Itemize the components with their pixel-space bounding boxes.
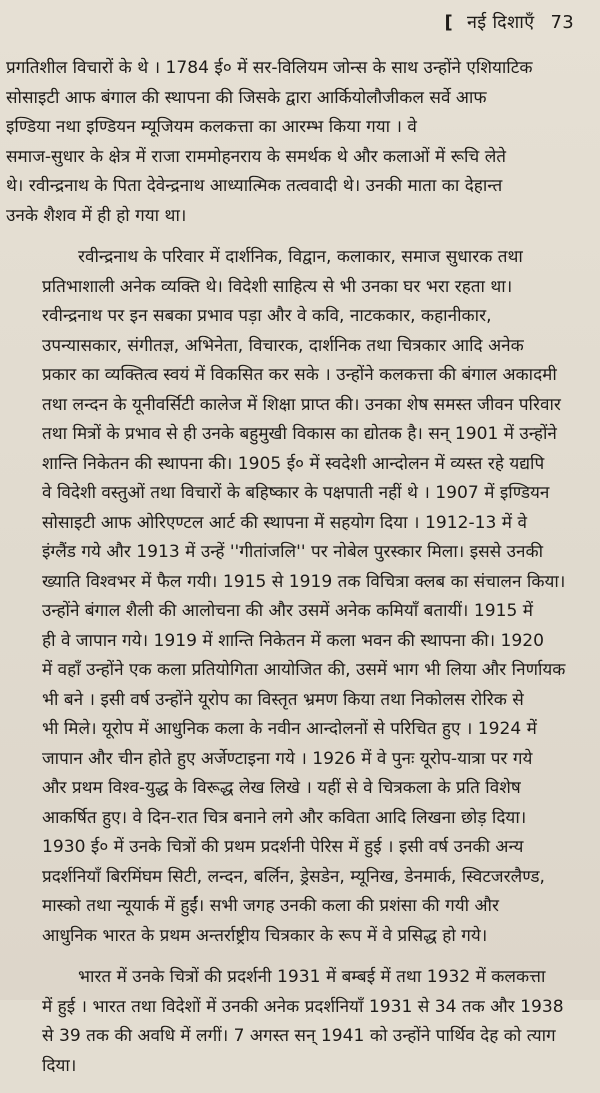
paragraph: [6, 54, 588, 231]
text-line: इण्डिया नथा इण्डियन म्यूजियम कलकत्ता का आरम्भ किया गया । वे: [6, 117, 417, 137]
text-line: प्रतिभाशाली अनेक व्यक्ति थे। विदेशी साहित्य से भी उनका घर भरा रहता था।: [42, 276, 513, 297]
page-number: 73: [550, 12, 574, 33]
paragraph: [6, 243, 588, 951]
paragraph: [6, 963, 588, 1081]
text-line: वे विदेशी वस्तुओं तथा विचारों के बहिष्कार के पक्षपाती नहीं थे । 1907 में इण्डियन: [42, 483, 550, 503]
text-line: प्रगतिशील विचारों के थे । 1784 ई० में सर-विलियम जोन्स के साथ उन्होंने एशियाटिक: [6, 58, 533, 78]
text-line: दिया।: [42, 1055, 77, 1076]
text-line: आधुनिक भारत के प्रथम अन्तर्राष्ट्रीय चित्रकार के रूप में वे प्रसिद्ध हो गये।: [42, 925, 488, 946]
text-line: रवीन्द्रनाथ पर इन सबका प्रभाव पड़ा और वे कवि, नाटककार, कहानीकार,: [42, 306, 492, 326]
text-line: में हुई । भारत तथा विदेशों में उनकी अनेक प्रदर्शनियाँ 1931 से 34 तक और 1938: [42, 996, 564, 1017]
text-line: भी मिले। यूरोप में आधुनिक कला के नवीन आन्दोलनों से परिचित हुए । 1924 में: [42, 719, 537, 739]
text-line: में वहाँ उन्होंने एक कला प्रतियोगिता आयोजित की, उसमें भाग भी लिया और निर्णायक: [42, 660, 566, 680]
text-line: और प्रथम विश्व-युद्ध के विरूद्ध लेख लिखे । यहीं से वे चित्रकला के प्रति विशेष: [42, 778, 521, 798]
text-line: ख्याति विश्वभर में फैल गयी। 1915 से 1919 तक विचित्रा क्लब का संचालन किया।: [42, 571, 566, 592]
text-line: तथा लन्दन के यूनीवर्सिटी कालेज में शिक्षा प्राप्त की। उनका शेष समस्त जीवन परिवार: [42, 394, 561, 415]
text-line: आकर्षित हुए। वे दिन-रात चित्र बनाने लगे और कविता आदि लिखना छोड़ दिया।: [42, 807, 527, 828]
text-line: जापान और चीन होते हुए अर्जेण्टाइना गये । 1926 में वे पुनः यूरोप-यात्रा पर गये: [42, 748, 533, 769]
text-line: समाज-सुधार के क्षेत्र में राजा राममोहनराय के समर्थक थे और कलाओं में रूचि लेते: [6, 146, 507, 167]
text-line: शान्ति निकेतन की स्थापना की। 1905 ई० में स्वदेशी आन्दोलन में व्यस्त रहे यद्यपि: [42, 453, 545, 474]
text-line: भारत में उनके चित्रों की प्रदर्शनी 1931 में बम्बई में तथा 1932 में कलकत्ता: [78, 967, 546, 987]
text-line: उन्होंने बंगाल शैली की आलोचना की और उसमें अनेक कमियाँ बतायीं। 1915 में: [42, 601, 533, 621]
text-line: रवीन्द्रनाथ के परिवार में दार्शनिक, विद्वान, कलाकार, समाज सुधारक तथा: [78, 247, 523, 267]
text-line: इंग्लैंड गये और 1913 में उन्हें ''गीतांजलि'' पर नोबेल पुरस्कार मिला। इससे उनकी: [42, 542, 544, 562]
text-line: थे। रवीन्द्रनाथ के पिता देवेन्द्रनाथ आध्यात्मिक तत्ववादी थे। उनकी माता का देहान्त: [6, 176, 503, 196]
text-line: भी बने । इसी वर्ष उन्होंने यूरोप का विस्तृत भ्रमण किया तथा निकोलस रोरिक से: [42, 689, 524, 710]
header-title: नई दिशाएँ: [467, 12, 535, 33]
text-line: प्रदर्शनियाँ बिरमिंघम सिटी, लन्दन, बर्लिन, ड्रेसडेन, म्यूनिख, डेनमार्क, स्विटजरलैण्ड,: [42, 866, 545, 887]
text-line: उनके शैशव में ही हो गया था।: [6, 205, 187, 226]
text-line: मास्को तथा न्यूयार्क में हुईं। सभी जगह उनकी कला की प्रशंसा की गयी और: [42, 896, 500, 916]
text-line: प्रकार का व्यक्तित्व स्वयं में विकसित कर सके । उन्होंने कलकत्ता की बंगाल अकादमी: [42, 365, 557, 385]
page-body: [6, 54, 588, 1093]
running-header: [444, 10, 574, 34]
text-line: ही वे जापान गये। 1919 में शान्ति निकेतन में कला भवन की स्थापना की। 1920: [42, 630, 545, 651]
text-line: उपन्यासकार, संगीतज्ञ, अभिनेता, विचारक, दार्शनिक तथा चित्रकार आदि अनेक: [42, 335, 524, 356]
text-line: तथा मित्रों के प्रभाव से ही उनके बहुमुखी विकास का द्योतक है। सन् 1901 में उन्होंने: [42, 424, 557, 444]
text-line: से 39 तक की अवधि में लगीं। 7 अगस्त सन् 1941 को उन्होंने पार्थिव देह को त्याग: [42, 1026, 556, 1046]
text-line: सोसाइटी आफ ओरिएण्टल आर्ट की स्थापना में सहयोग दिया । 1912-13 में वे: [42, 512, 527, 533]
text-line: सोसाइटी आफ बंगाल की स्थापना की जिसके द्वारा आर्कियोलौजीकल सर्वे आफ: [6, 87, 487, 108]
text-line: 1930 ई० में उनके चित्रों की प्रथम प्रदर्शनी पेरिस में हुई । इसी वर्ष उनकी अन्य: [42, 837, 524, 857]
header-bracket: [: [444, 12, 453, 33]
